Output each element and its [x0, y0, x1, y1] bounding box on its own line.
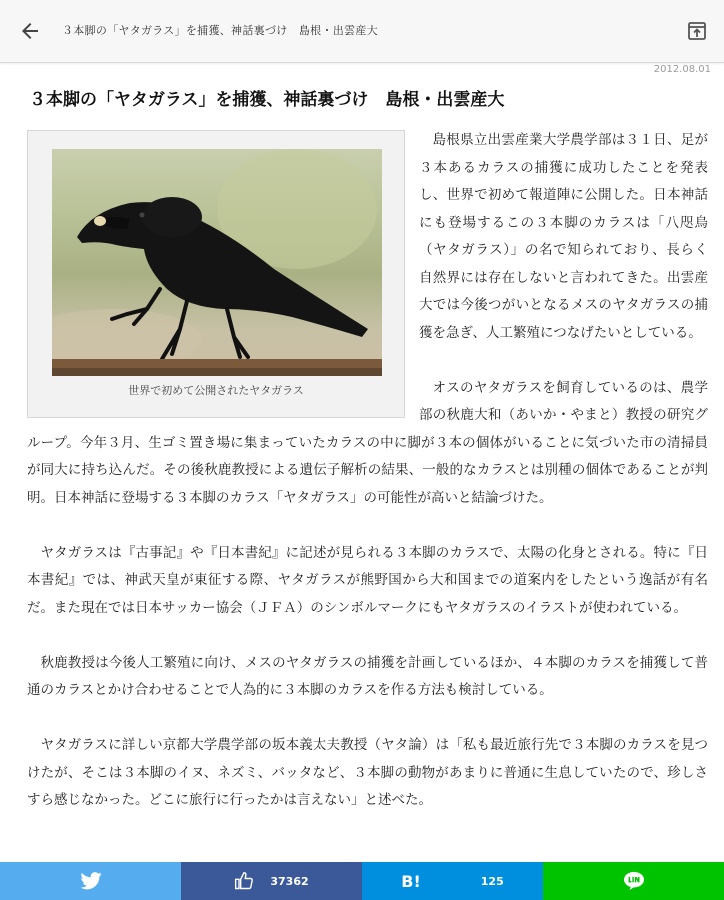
crow-photo[interactable]	[52, 149, 382, 376]
hatena-bookmark-count: 125	[480, 874, 504, 888]
article-paragraph: ヤタガラスは『古事記』や『日本書紀』に記述が見られる３本脚のカラスで、太陽の化身とされる。特に『日本書紀』では、神武天皇が東征する際、ヤタガラスが熊野国から大和国までの道案内をしたという逸話が有名だ。また現在では日本サッカー協会（ＪＦＡ）のシンボルマークにもヤタガラスのイラストが使われている。	[27, 544, 708, 616]
twitter-share-button[interactable]	[0, 862, 181, 900]
open-in-browser-icon	[686, 20, 708, 42]
arrow-left-icon	[18, 19, 42, 43]
article-body	[27, 127, 708, 842]
facebook-like-count: 37362	[270, 874, 309, 888]
app-bar	[0, 0, 724, 63]
line-icon	[623, 871, 645, 891]
article-paragraph: ヤタガラスに詳しい京都大学農学部の坂本義太夫教授（ヤタ論）は「私も最近旅行先で３本脚のカラスを見つけたが、そこは３本脚のイヌ、ネズミ、バッタなど、３本脚の動物があまりに普通に生息していたので、珍しさすら感じなかった。どこに旅行に行ったかは言えない」と述べた。	[27, 737, 708, 808]
article-date: 2012.08.01	[653, 64, 711, 75]
app-bar-title: ３本脚の「ヤタガラス」を捕獲、神話裏づけ 島根・出雲産大	[62, 24, 378, 37]
line-share-button[interactable]	[543, 862, 724, 900]
hatena-bookmark-icon: B!	[401, 871, 421, 891]
share-bar	[0, 862, 724, 900]
hatena-bookmark-button[interactable]	[362, 862, 543, 900]
article-headline: ３本脚の「ヤタガラス」を捕獲、神話裏づけ 島根・出雲産大	[29, 90, 505, 110]
article-paragraph: オスのヤタガラスを飼育しているのは、農学部の秋鹿大和（あいか・やまと）教授の研究グループ。今年３月、生ゴミ置き場に集まっていたカラスの中に脚が３本の個体がいることに気づいた市の清掃員が同大に持ち込んだ。その後秋鹿教授による遺伝子解析の結果、一般的なカラスとは別種の個体であることが判明。日本神話に登場する３本脚のカラス「ヤタガラス」の可能性が高いと結論づけた。	[27, 379, 708, 506]
article-image-frame	[27, 130, 405, 418]
back-button[interactable]	[18, 19, 42, 43]
article-paragraph: 秋鹿教授は今後人工繁殖に向け、メスのヤタガラスの捕獲を計画しているほか、４本脚のカラスを捕獲して普通のカラスとかけ合わせることで人為的に３本脚のカラスを作る方法も検討している。	[27, 654, 708, 698]
facebook-like-button[interactable]	[181, 862, 362, 900]
thumbs-up-icon	[234, 871, 254, 891]
image-caption: 世界で初めて公開されたヤタガラス	[128, 384, 304, 397]
twitter-bird-icon	[80, 872, 102, 890]
open-in-browser-button[interactable]	[686, 20, 708, 42]
article-paragraph: 島根県立出雲産業大学農学部は３１日、足が３本あるカラスの捕獲に成功したことを発表し、世界で初めて報道陣に公開した。日本神話にも登場するこの３本脚のカラスは「八咫烏（ヤタガラス）」の名で知られており、長らく自然界には存在しないと言われてきた。出雲産大では今後つがいとなるメスのヤタガラスの捕獲を急ぎ、人工繁殖につなげたいとしている。	[419, 132, 708, 341]
